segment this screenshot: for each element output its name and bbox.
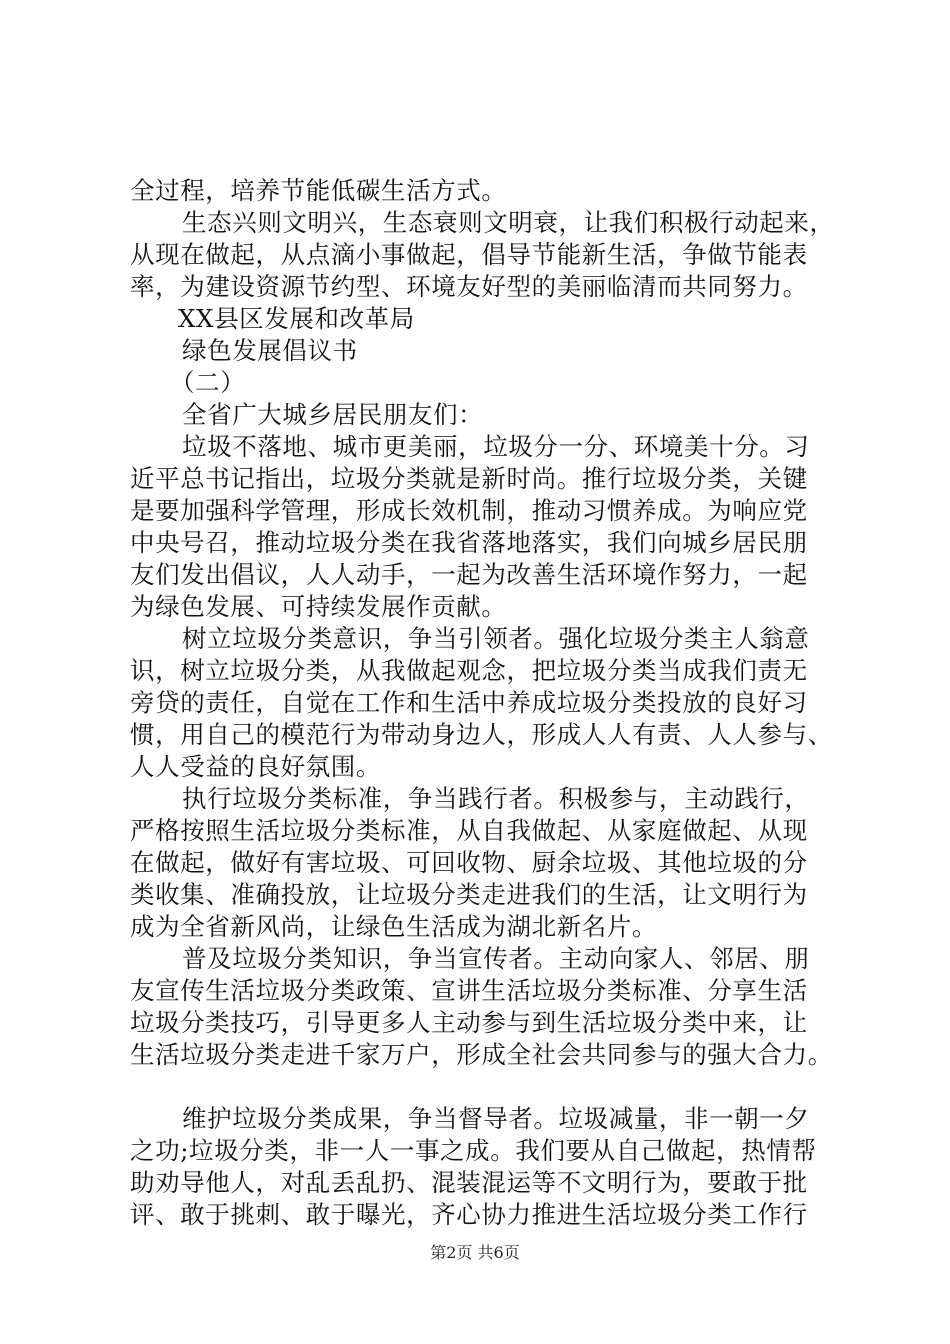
text-line: 类收集、准确投放，让垃圾分类走进我们的生活，让文明行为	[130, 880, 808, 909]
text-line: 绿色发展倡议书	[182, 336, 358, 365]
text-line: 垃圾不落地、城市更美丽，垃圾分一分、环境美十分。习	[182, 432, 810, 461]
text-line: 识，树立垃圾分类，从我做起观念，把垃圾分类当成我们责无	[130, 656, 808, 685]
text-line: 中央号召，推动垃圾分类在我省落地落实，我们向城乡居民朋	[130, 528, 808, 557]
text-line: 友们发出倡议，人人动手，一起为改善生活环境作努力，一起	[130, 560, 808, 589]
text-line: 在做起，做好有害垃圾、可回收物、厨余垃圾、其他垃圾的分	[130, 848, 808, 877]
text-line: 从现在做起，从点滴小事做起，倡导节能新生活，争做节能表	[130, 240, 808, 269]
text-line: 友宣传生活垃圾分类政策、宣讲生活垃圾分类标准、分享生活	[130, 976, 808, 1005]
text-line: 人人受益的良好氛围。	[130, 752, 381, 781]
page-number-footer: 第2页 共6页	[430, 1243, 520, 1262]
text-line: 全省广大城乡居民朋友们：	[182, 400, 484, 429]
text-line: 助劝导他人，对乱丢乱扔、混装混运等不文明行为，要敢于批	[130, 1168, 808, 1197]
text-line: 执行垃圾分类标准，争当践行者。积极参与，主动践行，	[182, 784, 810, 813]
text-line: 近平总书记指出，垃圾分类就是新时尚。推行垃圾分类，关键	[130, 464, 808, 493]
text-line: XX县区发展和改革局	[178, 304, 415, 333]
text-line: 生活垃圾分类走进千家万户，形成全社会共同参与的强大合力。	[130, 1040, 833, 1069]
text-line: 生态兴则文明兴，生态衰则文明衰，让我们积极行动起来，	[182, 208, 835, 237]
text-line: 垃圾分类技巧，引导更多人主动参与到生活垃圾分类中来，让	[130, 1008, 808, 1037]
text-line: 率，为建设资源节约型、环境友好型的美丽临清而共同努力。	[130, 272, 808, 301]
text-line: 维护垃圾分类成果，争当督导者。垃圾减量，非一朝一夕	[182, 1104, 810, 1133]
text-line: 普及垃圾分类知识，争当宣传者。主动向家人、邻居、朋	[182, 944, 810, 973]
text-line: 之功;垃圾分类，非一人一事之成。我们要从自己做起，热情帮	[130, 1136, 817, 1165]
text-line: （二）	[170, 368, 246, 397]
text-line: 树立垃圾分类意识，争当引领者。强化垃圾分类主人翁意	[182, 624, 810, 653]
text-line: 成为全省新风尚，让绿色生活成为湖北新名片。	[130, 912, 658, 941]
text-line: 全过程，培养节能低碳生活方式。	[130, 176, 507, 205]
text-line: 为绿色发展、可持续发展作贡献。	[130, 592, 507, 621]
text-line: 惯，用自己的模范行为带动身边人，形成人人有责、人人参与、	[130, 720, 833, 749]
text-line: 评、敢于挑刺、敢于曝光，齐心协力推进生活垃圾分类工作行	[130, 1200, 808, 1229]
text-line: 是要加强科学管理，形成长效机制，推动习惯养成。为响应党	[130, 496, 808, 525]
text-line: 旁贷的责任，自觉在工作和生活中养成垃圾分类投放的良好习	[130, 688, 808, 717]
text-line: 严格按照生活垃圾分类标准，从自我做起、从家庭做起、从现	[130, 816, 808, 845]
